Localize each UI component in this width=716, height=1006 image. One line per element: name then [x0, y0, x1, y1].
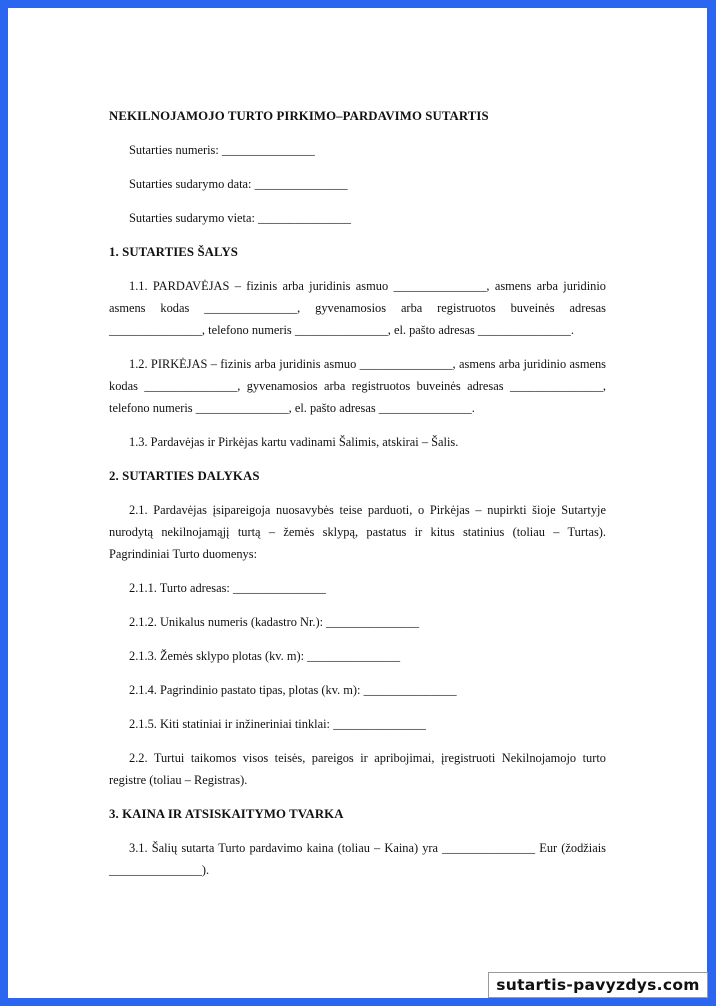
contract-date-field: Sutarties sudarymo data: _______________ — [129, 177, 348, 191]
clause-1-1: 1.1. PARDAVĖJAS – fizinis arba juridinis asmuo _______________, asmens arba juridinio asmens kodas _______________, gyvenamosios arba registruotos buveinės adresas _______________, telefono numeris _______________, el. pašto adresas _______________. — [109, 279, 606, 337]
contract-number-field: Sutarties numeris: _______________ — [129, 143, 315, 157]
clause-2-2: 2.2. Turtui taikomos visos teisės, pareigos ir apribojimai, įregistruoti Nekilnojamojo turto registre (toliau – Registras). — [109, 751, 606, 787]
clause-1-3: 1.3. Pardavėjas ir Pirkėjas kartu vadinami Šalimis, atskirai – Šalis. — [129, 435, 459, 449]
clause-2-1-4: 2.1.4. Pagrindinio pastato tipas, plotas (kv. m): _______________ — [129, 683, 457, 697]
section-heading-price: 3. KAINA IR ATSISKAITYMO TVARKA — [109, 807, 344, 821]
clause-2-1-3: 2.1.3. Žemės sklypo plotas (kv. m): _______________ — [129, 649, 401, 663]
site-watermark-badge: sutartis-pavyzdys.com — [488, 972, 708, 998]
clause-3-1: 3.1. Šalių sutarta Turto pardavimo kaina (toliau – Kaina) yra _______________ Eur (žodžiais _______________). — [109, 841, 606, 877]
section-heading-parties: 1. SUTARTIES ŠALYS — [109, 245, 239, 259]
document-title: NEKILNOJAMOJO TURTO PIRKIMO–PARDAVIMO SUTARTIS — [109, 109, 489, 123]
contract-place-field: Sutarties sudarymo vieta: _______________ — [129, 211, 351, 225]
clause-2-1-2: 2.1.2. Unikalus numeris (kadastro Nr.): _______________ — [129, 615, 420, 629]
clause-2-1-1: 2.1.1. Turto adresas: _______________ — [129, 581, 326, 595]
section-heading-subject: 2. SUTARTIES DALYKAS — [109, 469, 260, 483]
clause-2-1-5: 2.1.5. Kiti statiniai ir inžineriniai tinklai: _______________ — [129, 717, 426, 731]
clause-2-1: 2.1. Pardavėjas įsipareigoja nuosavybės teise parduoti, o Pirkėjas – nupirkti šioje Sutartyje nurodytą nekilnojamąjį turtą – žemės sklypą, pastatus ir kitus statinius (toliau – Turtas). Pagrindiniai Turto duomenys: — [109, 503, 606, 561]
clause-1-2: 1.2. PIRKĖJAS – fizinis arba juridinis asmuo _______________, asmens arba juridinio asmens kodas _______________, gyvenamosios arba registruotos buveinės adresas _______________, telefono numeris _______________, el. pašto adresas _______________. — [109, 357, 606, 415]
document-body — [109, 105, 606, 893]
document-page — [8, 8, 707, 998]
